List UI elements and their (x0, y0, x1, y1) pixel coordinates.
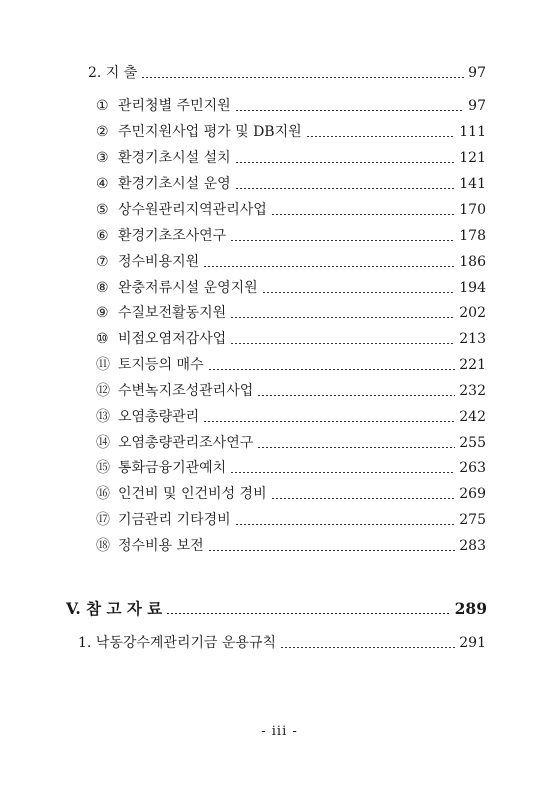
toc-dot-leader (280, 647, 455, 648)
toc-entry-item-17[interactable] (96, 509, 486, 531)
toc-entry-page: 202 (459, 305, 486, 321)
toc-entry-item-7[interactable] (96, 251, 486, 273)
toc-dot-leader (208, 550, 456, 551)
toc-entry-label: 통화금융기관예치 (118, 460, 227, 476)
toc-entry-number: ② (96, 124, 109, 140)
toc-entry-page: 97 (468, 98, 486, 114)
toc-entry-number: ⑧ (96, 280, 109, 296)
toc-entry-page: 111 (459, 124, 486, 140)
toc-entry-page: 221 (459, 357, 486, 373)
toc-entry-item-6[interactable] (96, 225, 486, 247)
toc-dot-leader (230, 317, 455, 318)
toc-dot-leader (257, 395, 455, 396)
toc-entry-number: ⑱ (96, 538, 110, 554)
toc-entry-page: 291 (459, 635, 486, 651)
toc-entry-page: 186 (459, 254, 486, 270)
toc-entry-item-18[interactable] (96, 535, 486, 557)
toc-entry-number: ⑰ (96, 512, 110, 528)
toc-entry-expense[interactable] (88, 62, 486, 84)
toc-entry-label: 기금관리 기타경비 (118, 512, 231, 528)
toc-dot-leader (230, 240, 455, 241)
toc-entry-number: ⑮ (96, 460, 110, 476)
toc-entry-page: 263 (459, 460, 486, 476)
toc-entry-page: 170 (459, 202, 486, 218)
toc-entry-label: 환경기초조사연구 (118, 228, 227, 244)
toc-entry-item-14[interactable] (96, 432, 486, 454)
toc-entry-label: 수변녹지조성관리사업 (118, 383, 254, 399)
toc-entry-number: ⑯ (96, 486, 110, 502)
toc-entry-page: 178 (459, 228, 486, 244)
toc-dot-leader (208, 369, 456, 370)
toc-dot-leader (203, 421, 455, 422)
toc-entry-number: ① (96, 98, 109, 114)
toc-entry-item-13[interactable] (96, 406, 486, 428)
page-number-footer: - iii - (261, 724, 298, 739)
toc-dot-leader (235, 110, 465, 111)
toc-dot-leader (230, 472, 455, 473)
toc-section-label: V. 참 고 자 료 (66, 599, 163, 618)
toc-entry-item-9[interactable] (96, 302, 486, 324)
toc-dot-leader (203, 266, 455, 267)
toc-entry-label: 상수원관리지역관리사업 (118, 202, 267, 218)
toc-entry-number: ⑥ (96, 228, 109, 244)
toc-entry-number: ⑩ (96, 331, 109, 347)
toc-section-reference[interactable] (66, 598, 487, 620)
toc-entry-item-12[interactable] (96, 380, 486, 402)
toc-entry-page: 232 (459, 383, 486, 399)
toc-dot-leader (306, 136, 456, 137)
toc-entry-page: 97 (468, 65, 486, 81)
toc-entry-item-2[interactable] (96, 121, 486, 143)
toc-entry-label: 2. 지 출 (88, 65, 138, 81)
toc-entry-number: ③ (96, 150, 109, 166)
toc-entry-number: ⑫ (96, 383, 110, 399)
toc-entry-label: 환경기초시설 운영 (118, 176, 231, 192)
toc-entry-page: 213 (459, 331, 486, 347)
toc-dot-leader (166, 613, 450, 614)
toc-entry-page: 194 (459, 280, 486, 296)
toc-entry-page: 269 (459, 486, 486, 502)
toc-entry-item-15[interactable] (96, 457, 486, 479)
toc-entry-label: 비점오염저감사업 (118, 331, 227, 347)
toc-dot-leader (141, 77, 464, 78)
toc-entry-label: 인건비 및 인건비성 경비 (118, 486, 267, 502)
toc-entry-page: 275 (459, 512, 486, 528)
toc-entry-label: 1. 낙동강수계관리기금 운용규칙 (78, 635, 277, 651)
toc-entry-page: 121 (459, 150, 486, 166)
toc-entry-label: 관리청별 주민지원 (118, 98, 231, 114)
toc-entry-label: 오염총량관리조사연구 (118, 435, 254, 451)
toc-entry-number: ⑬ (96, 409, 110, 425)
toc-entry-label: 완충저류시설 운영지원 (118, 280, 258, 296)
toc-entry-label: 토지등의 매수 (118, 357, 204, 373)
toc-dot-leader (235, 188, 456, 189)
toc-entry-label: 정수비용지원 (118, 254, 200, 270)
toc-entry-number: ④ (96, 176, 109, 192)
toc-entry-number: ⑭ (96, 435, 110, 451)
toc-entry-label: 정수비용 보전 (118, 538, 204, 554)
toc-section-page: 289 (454, 599, 487, 618)
toc-entry-item-16[interactable] (96, 483, 486, 505)
toc-entry-page: 242 (459, 409, 486, 425)
toc-dot-leader (235, 524, 456, 525)
toc-entry-page: 283 (459, 538, 486, 554)
toc-dot-leader (271, 498, 456, 499)
toc-dot-leader (262, 292, 456, 293)
toc-entry-reference-1[interactable] (78, 632, 486, 654)
toc-entry-item-10[interactable] (96, 328, 486, 350)
toc-entry-item-5[interactable] (96, 199, 486, 221)
toc-dot-leader (257, 447, 455, 448)
toc-entry-item-11[interactable] (96, 354, 486, 376)
toc-entry-number: ⑨ (96, 305, 109, 321)
toc-entry-label: 오염총량관리 (118, 409, 200, 425)
toc-entry-page: 141 (459, 176, 486, 192)
toc-entry-page: 255 (459, 435, 486, 451)
toc-entry-item-1[interactable] (96, 95, 486, 117)
toc-entry-number: ⑦ (96, 254, 109, 270)
toc-entry-label: 환경기초시설 설치 (118, 150, 231, 166)
toc-dot-leader (235, 162, 456, 163)
toc-entry-item-4[interactable] (96, 173, 486, 195)
toc-dot-leader (230, 343, 455, 344)
toc-entry-number: ⑤ (96, 202, 109, 218)
toc-entry-item-3[interactable] (96, 147, 486, 169)
toc-entry-label: 수질보전활동지원 (118, 305, 227, 321)
toc-entry-item-8[interactable] (96, 277, 486, 299)
toc-entry-label: 주민지원사업 평가 및 DB지원 (118, 124, 302, 140)
toc-dot-leader (271, 214, 456, 215)
toc-entry-number: ⑪ (96, 357, 110, 373)
